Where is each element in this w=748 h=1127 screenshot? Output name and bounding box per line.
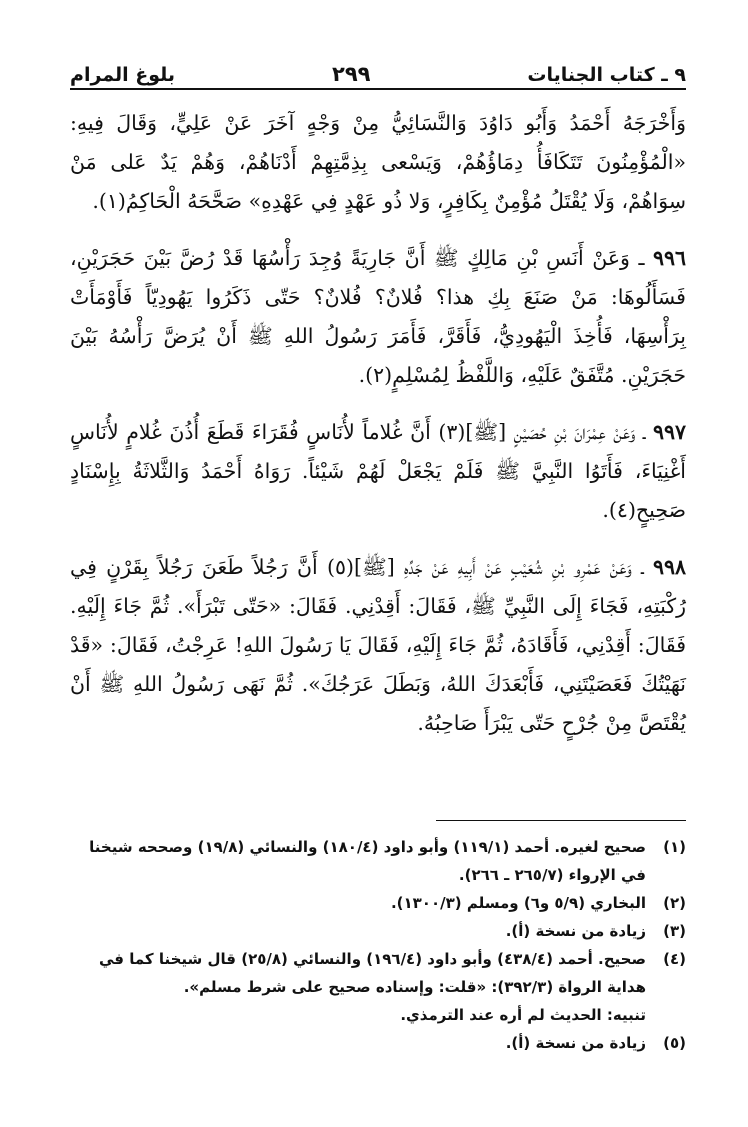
hadith-text: ـ وَعَنْ عَمْرِو بْنِ شُعَيْبٍ عَنْ أَبِيهِ عَنْ جَدِّهِ [ﷺ](٥) أَنَّ رَجُلاً طَعَنَ رَجُلاً بِقَرْنٍ فِي رُكْبَتِهِ، فَجَاءَ إِلَى النَّبِيِّ ﷺ، فَقَالَ: أَقِدْنِي. فَقَالَ: «حَتّى تَبْرَأَ». ثُمَّ جَاءَ إِلَيْهِ. فَقَالَ: أَقِدْنِي، فَأَقَادَهُ، ثُمَّ جَاءَ إِلَيْهِ، فَقَالَ يَا رَسُولَ اللهِ! عَرِجْتُ، فَقَالَ: «قَدْ نَهَيْتُكَ فَعَصَيْتَنِي، فَأَبْعَدَكَ اللهُ، وَبَطَلَ عَرَجُكَ». ثُمَّ نَهَى رَسُولُ اللهِ ﷺ أَنْ يُقْتَصَّ مِنْ جُرْحٍ حَتّى يَبْرَأَ صَاحِبُهُ. — [70, 555, 686, 735]
footnote-4 — [70, 945, 686, 1001]
footnote-2 — [70, 889, 686, 917]
hadith-997 — [70, 413, 686, 530]
paragraph-continuation — [70, 104, 686, 221]
footnote-number: (٥) — [663, 1034, 686, 1052]
book-title: بلوغ المرام — [70, 64, 176, 86]
footnote-number: (٤) — [663, 950, 686, 968]
footnote-remark: تنبيه: الحديث لم أره عند الترمذي. — [400, 1006, 646, 1024]
footnote-divider — [436, 820, 686, 821]
footnote-text: صحيح لغيره. أحمد (١١٩/١) وأبو داود (١٨٠/٤) والنسائي (١٩/٨) وصححه شيخنا في الإرواء (٢٦٥/٧ ـ ٢٦٦). — [89, 838, 646, 884]
page-header — [70, 48, 686, 90]
page-body — [70, 104, 686, 743]
footnote-text: صحيح. أحمد (٤٣٨/٤) وأبو داود (١٩٦/٤) والنسائي (٢٥/٨) قال شيخنا كما في هداية الرواة (٣٩٢/٣): «قلت: وإسناده صحيح على شرط مسلم». — [99, 950, 646, 996]
footnote-number: (٣) — [663, 922, 686, 940]
footnote-5 — [70, 1029, 686, 1057]
page-number: ٢٩٩ — [332, 62, 371, 86]
footnote-text: البخاري (٥/٩ و٦) ومسلم (١٣٠٠/٣). — [390, 894, 646, 912]
chapter-title: ٩ ـ كتاب الجنايات — [527, 64, 686, 86]
hadith-number: ٩٩٦ — [652, 246, 686, 270]
footnote-number: (٢) — [663, 894, 686, 912]
hadith-998 — [70, 548, 686, 743]
footnotes — [70, 820, 686, 1057]
hadith-number: ٩٩٨ — [652, 555, 686, 579]
footnote-text: زيادة من نسخة (أ). — [505, 922, 646, 940]
hadith-text: ـ وَعَنْ عِمْرَانَ بْنِ حُصَيْنٍ [ﷺ](٣) أَنَّ غُلاماً لأُنَاسٍ فُقَرَاءَ قَطَعَ أُذُنَ غُلامٍ لأُنَاسٍ أَغْنِيَاءَ، فَأَتَوُا النَّبِيَّ ﷺ فَلَمْ يَجْعَلْ لَهُمْ شَيْئاً. رَوَاهُ أَحْمَدُ وَالثَّلاثَةُ بِإِسْنَادٍ صَحِيحٍ(٤). — [70, 420, 686, 522]
footnote-number: (١) — [663, 838, 686, 856]
hadith-text: ـ وَعَنْ أَنَسِ بْنِ مَالِكٍ ﷺ أَنَّ جَارِيَةً وُجِدَ رَأْسُهَا قَدْ رُضَّ بَيْنَ حَجَرَيْنِ، فَسَأَلُوهَا: مَنْ صَنَعَ بِكِ هذا؟ فُلانٌ؟ فُلانٌ؟ حَتّى ذَكَرُوا يَهُودِيّاً فَأَوْمَأَتْ بِرَأْسِهَا، فَأُخِذَ الْيَهُودِيُّ، فَأَقَرَّ، فَأَمَرَ رَسُولُ اللهِ ﷺ أَنْ يُرَضَّ رَأْسُهُ بَيْنَ حَجَرَيْنِ. مُتَّفَقٌ عَلَيْهِ، وَاللَّفْظُ لِمُسْلِمٍ(٢). — [70, 246, 686, 387]
footnote-1 — [70, 833, 686, 889]
footnote-text: زيادة من نسخة (أ). — [505, 1034, 646, 1052]
footnote-3 — [70, 917, 686, 945]
hadith-number: ٩٩٧ — [652, 420, 686, 444]
hadith-996 — [70, 239, 686, 395]
paragraph-text: وَأَخْرَجَهُ أَحْمَدُ وَأَبُو دَاوُدَ وَالنَّسَائِيُّ مِنْ وَجْهٍ آخَرَ عَنْ عَلِيٍّ، وَقَالَ فِيهِ: «الْمُؤْمِنُونَ تَتَكَافَأُ دِمَاؤُهُمْ، وَيَسْعى بِذِمَّتِهِمْ أَدْنَاهُمْ، وَهُمْ يَدٌ عَلى مَنْ سِوَاهُمْ، وَلَا يُقْتَلُ مُؤْمِنٌ بِكَافِرٍ، وَلا ذُو عَهْدٍ فِي عَهْدِهِ» صَحَّحَهُ الْحَاكِمُ(١). — [70, 111, 686, 213]
